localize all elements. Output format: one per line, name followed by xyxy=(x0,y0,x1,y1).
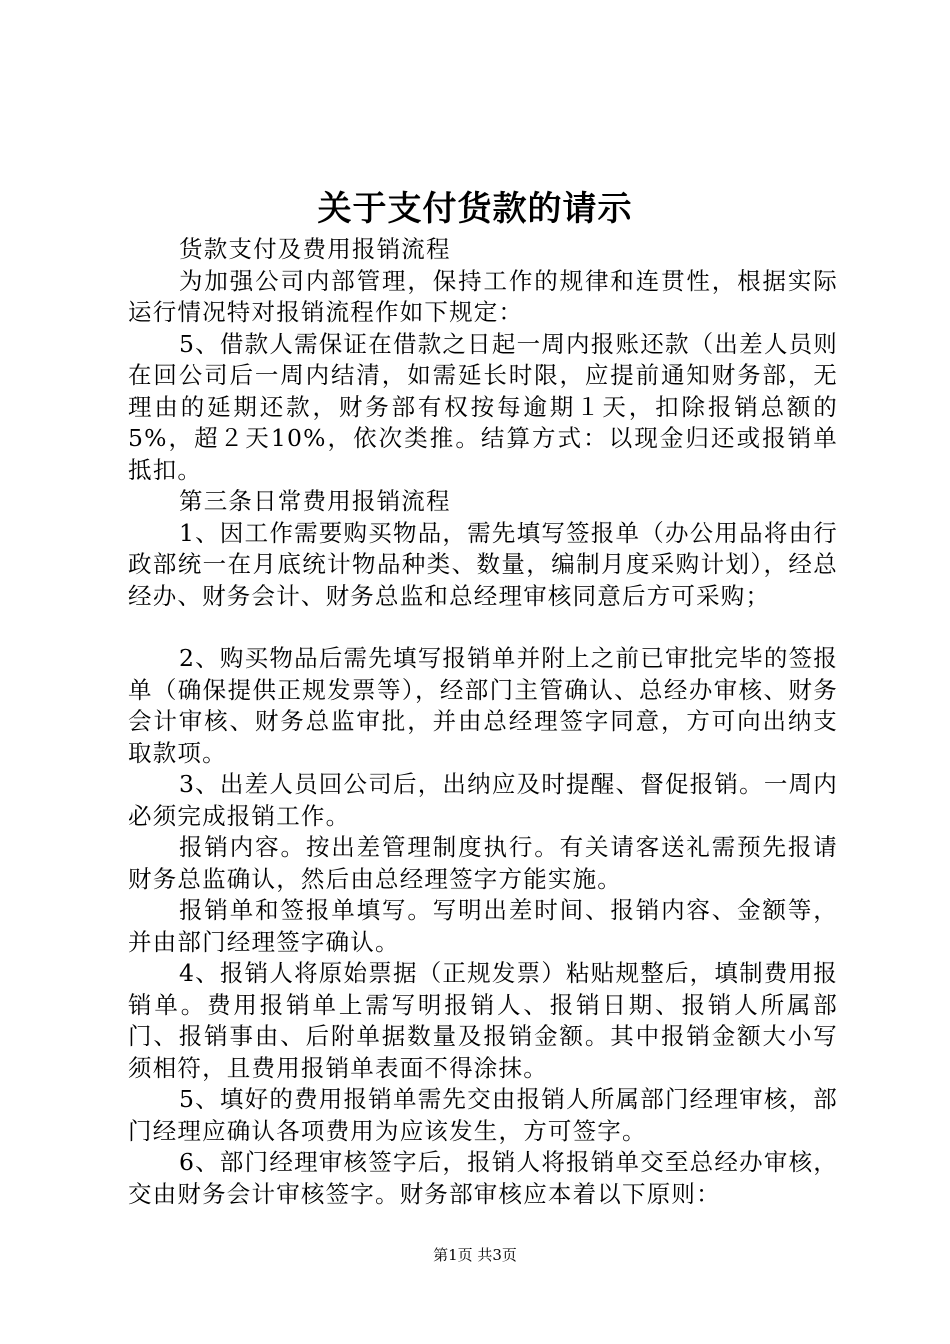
document-body xyxy=(128,234,838,1210)
paragraph-article-3: 第三条日常费用报销流程 xyxy=(179,487,451,515)
paragraph-form-filling: 报销单和签报单填写。写明出差时间、报销内容、金额等，并由部门经理签字确认。 xyxy=(128,896,838,956)
paragraph-heading-process: 货款支付及费用报销流程 xyxy=(179,235,451,263)
paragraph-item-4: 4、报销人将原始票据（正规发票）粘贴规整后，填制费用报销单。费用报销单上需写明报销人、报销日期、报销人所属部门、报销事由、后附单据数量及报销金额。其中报销金额大小写须相符，且费用报销单表面不得涂抹。 xyxy=(128,959,838,1082)
paragraph-item-5-review: 5、填好的费用报销单需先交由报销人所属部门经理审核，部门经理应确认各项费用为应该发生，方可签字。 xyxy=(128,1085,838,1145)
page-footer: 第1页 共3页 xyxy=(433,1246,517,1264)
paragraph-reimbursement-content: 报销内容。按出差管理制度执行。有关请客送礼需预先报请财务总监确认，然后由总经理签字方能实施。 xyxy=(128,833,838,893)
paragraph-item-3: 3、出差人员回公司后，出纳应及时提醒、督促报销。一周内必须完成报销工作。 xyxy=(128,770,838,830)
paragraph-item-2: 2、购买物品后需先填写报销单并附上之前已审批完毕的签报单（确保提供正规发票等），经部门主管确认、总经办审核、财务会计审核、财务总监审批，并由总经理签字同意，方可向出纳支取款项。 xyxy=(128,644,838,767)
paragraph-intro: 为加强公司内部管理，保持工作的规律和连贯性，根据实际运行情况特对报销流程作如下规定： xyxy=(128,266,838,326)
paragraph-item-1: 1、因工作需要购买物品，需先填写签报单（办公用品将由行政部统一在月底统计物品种类、数量，编制月度采购计划），经总经办、财务会计、财务总监和总经理审核同意后方可采购； xyxy=(128,518,838,610)
document-title: 关于支付货款的请示 xyxy=(317,189,633,229)
paragraph-item-5-loan: 5、借款人需保证在借款之日起一周内报账还款（出差人员则在回公司后一周内结清，如需延长时限，应提前通知财务部，无理由的延期还款，财务部有权按每逾期１天，扣除报销总额的5%，超２天10%，依次类推。结算方式：以现金归还或报销单抵扣。 xyxy=(128,329,838,484)
paragraph-item-6: 6、部门经理审核签字后，报销人将报销单交至总经办审核，交由财务会计审核签字。财务部审核应本着以下原则： xyxy=(128,1148,838,1208)
